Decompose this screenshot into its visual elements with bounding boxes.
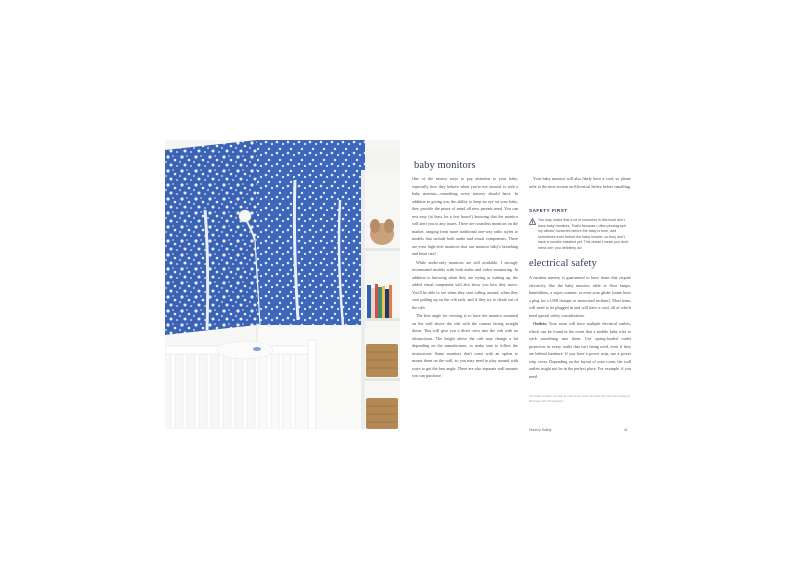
footer-section: Nursery Safety	[529, 428, 552, 432]
safety-first-text: You may notice that a lot of nurseries in this book don't have baby monitors. That's because I often photograph my clients' nurseries before the baby is born, and sometimes even before the baby shower, so they don't have a monitor installed yet. This doesn't mean you don't need one: you definitely do!	[538, 218, 629, 250]
outlets-paragraph	[529, 320, 631, 380]
baby-monitors-body	[412, 175, 518, 381]
electrical-safety-body	[529, 274, 631, 381]
paragraph: The best angle for viewing is to have the monitor mounted on the wall above the crib with the camera facing straight down. This will give you a direct view into the crib with no obstructions. The height above the crib may change a bit depending on the manufacturer, so make sure to follow the instructions. Some monitors don't come with an option to mount them on the wall, so you may need to play around with ways to get the best angle. There are also separate wall mounts you can purchase.	[412, 313, 518, 378]
page-number: 41	[624, 428, 628, 432]
warning-icon	[529, 218, 536, 225]
electrical-safety-title: electrical safety	[529, 258, 597, 269]
monitors-continued	[529, 175, 631, 191]
photo-caption: Our dollar monitor can also be used so the cable ran down from the wall. Design by Bienmade Nest Photography.	[529, 394, 631, 403]
outlets-lead: Outlets:	[533, 321, 548, 326]
baby-monitors-title: baby monitors	[414, 160, 476, 171]
paragraph: Your baby monitor will also likely have a cord, so please refer to the next section on Electrical Safety before installing.	[529, 176, 631, 189]
outlets-text: Your room will have multiple electrical outlets, which can be found in the event that a mobile baby tries to stick something into them. Use spring-loaded outlet protectors in every outlet that isn't being used, even if they are behind furniture. If you have a power strip, use a power strip cover. Depending on the layout of your room, the wall outlets might not be in the perfect place. For example, if you need	[529, 321, 631, 379]
nursery-photo	[165, 140, 400, 429]
paragraph: While audio-only monitors are still available, I strongly recommend models with both audio and video monitoring. In addition to knowing when they are crying or waking up, the added visual component will also show you how they move. You'll be able to see when they start rolling around, when they start pulling up on the crib rails, and if they try to climb out of the crib.	[412, 259, 518, 310]
paragraph: A modern nursery is guaranteed to have items that require electricity, like the baby monitor, table or floor lamps, humidifiers, a wipes warmer, or even your glider (some have a plug for a USB charger or motorized recliner). Most items will need to be plugged in and will have a cord, all of which need special safety consideration.	[529, 275, 631, 318]
text-page	[412, 160, 631, 430]
safety-first-heading: SAFETY FIRST	[529, 208, 568, 213]
paragraph: One of the easiest ways to pay attention to your baby, especially how they behave when you're not around, is with a baby monitor—something every nursery should have. In addition to giving you the ability to keep an eye on your baby, they provide the peace of mind all new parents need. You can rest easy (at least for a few hours!) knowing that the monitor will alert you to any issues. There are countless monitors on the market, ranging from more traditional one-way radio styles to models that include both audio and visual components. There are even high-tech monitors that can monitor baby's breathing and heart rate!	[412, 176, 518, 256]
